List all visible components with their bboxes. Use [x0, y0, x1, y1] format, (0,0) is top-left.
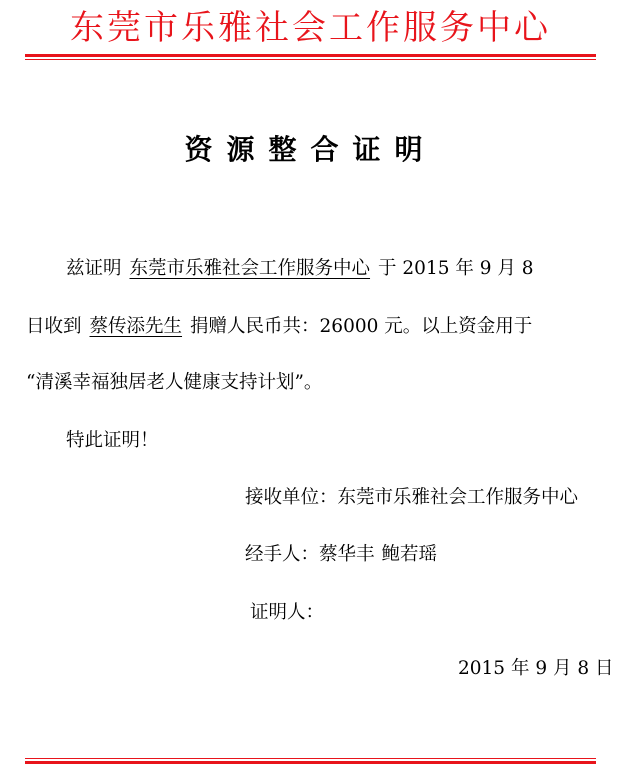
p1-date-part: 于 2015 年 9 月 8: [378, 258, 534, 279]
footer-rule-thin: [25, 758, 596, 759]
p1-prefix: 兹证明: [66, 258, 122, 279]
body-line-3: “清溪幸福独居老人健康支持计划”。: [26, 372, 323, 393]
donor-name-blank: 蔡传添先生: [89, 316, 183, 337]
handler-line: [245, 543, 437, 567]
recipient-org-blank: 东莞市乐雅社会工作服务中心: [129, 258, 371, 279]
handler-name-2: 鲍若瑶: [381, 544, 438, 565]
closing-text: 特此证明！: [66, 430, 159, 451]
document-title: 资源整合证明: [184, 133, 437, 166]
handler-label: 经手人：: [245, 544, 320, 565]
body-line-1: [66, 257, 534, 281]
letterhead-rule-thick: [25, 54, 596, 57]
signature-date: 2015 年 9 月 8 日: [458, 658, 614, 679]
receiver-line: [245, 486, 578, 510]
body-line-2: [26, 315, 532, 339]
p2-prefix: 日收到: [26, 316, 82, 337]
letterhead-rule-thin: [25, 59, 596, 60]
witness-line: [250, 601, 324, 625]
receiver-value: 东莞市乐雅社会工作服务中心: [337, 487, 579, 508]
handler-name-1: 蔡华丰: [319, 544, 375, 565]
letterhead-org-name: 东莞市乐雅社会工作服务中心: [70, 8, 551, 48]
footer-rule-thick: [25, 761, 596, 764]
p2-suffix: 捐赠人民币共：26000 元。以上资金用于: [190, 316, 533, 337]
receiver-label: 接收单位：: [245, 487, 338, 508]
witness-label: 证明人：: [250, 602, 325, 623]
